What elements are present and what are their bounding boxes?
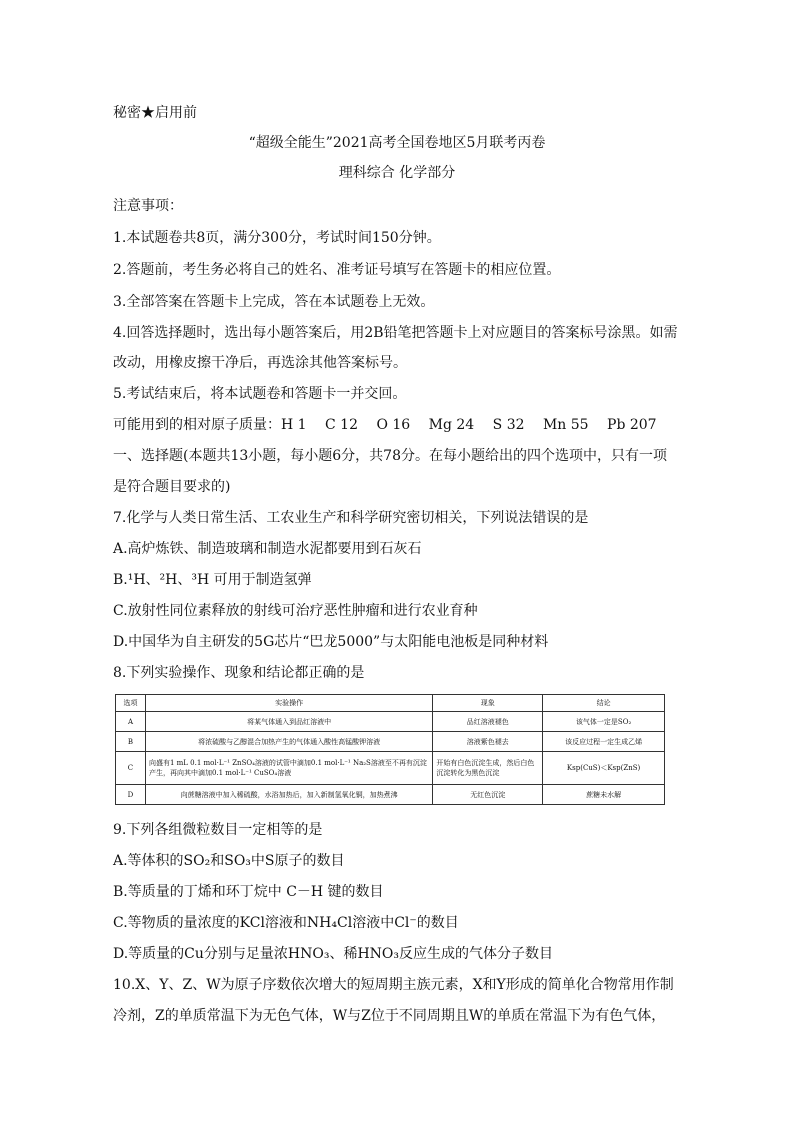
question-9-option-a: A.等体积的SO₂和SO₃中S原子的数目: [113, 853, 345, 869]
notice-item: 3.全部答案在答题卡上完成，答在本试题卷上无效。: [113, 294, 435, 310]
question-7-option-a: A.高炉炼铁、制造玻璃和制造水泥都要用到石灰石: [113, 541, 422, 557]
notice-item: 4.回答选择题时，选出每小题答案后，用2B铅笔把答题卡上对应题目的答案标号涂黑。如需: [113, 325, 678, 341]
question-9-stem: 9.下列各组微粒数目一定相等的是: [113, 822, 323, 838]
secret-label: 秘密★启用前: [113, 105, 197, 121]
notice-item: 改动，用橡皮擦干净后，再选涂其他答案标号。: [113, 355, 407, 371]
table-header: 选项: [116, 695, 146, 712]
table-cell: 向盛有1 mL 0.1 mol·L⁻¹ ZnSO₄溶液的试管中滴加0.1 mol·L⁻¹ Na₂S溶液至不再有沉淀产生，再向其中滴加0.1 mol·L⁻¹ CuSO₄溶液: [145, 752, 432, 785]
table-cell: Ksp(CuS)＜Ksp(ZnS): [543, 752, 665, 785]
experiment-table: [115, 694, 665, 805]
notice-item: 1.本试题卷共8页，满分300分，考试时间150分钟。: [113, 230, 441, 246]
table-cell: 将某气体通入到品红溶液中: [145, 712, 432, 732]
question-9-option-d: D.等质量的Cu分别与足量浓HNO₃、稀HNO₃反应生成的气体分子数目: [113, 946, 554, 962]
table-cell: 将浓硫酸与乙醇混合加热产生的气体通入酸性高锰酸钾溶液: [145, 732, 432, 752]
question-10-stem-cont: 冷剂，Z的单质常温下为无色气体，W与Z位于不同周期且W的单质在常温下为有色气体，: [113, 1008, 666, 1024]
table-cell: 溶液紫色褪去: [433, 732, 543, 752]
table-cell: 向蔗糖溶液中加入稀硫酸，水浴加热后，加入新制氢氧化铜，加热煮沸: [145, 785, 432, 805]
table-header: 现象: [433, 695, 543, 712]
notice-heading: 注意事项：: [113, 198, 183, 214]
table-row: [116, 732, 665, 752]
section-heading: 一、选择题(本题共13小题，每小题6分，共78分。在每小题给出的四个选项中，只有一项: [113, 448, 667, 464]
table-cell: 开始有白色沉淀生成，然后白色沉淀转化为黑色沉淀: [433, 752, 543, 785]
table-cell: B: [116, 732, 146, 752]
atomic-masses: 可能用到的相对原子质量：H 1 C 12 O 16 Mg 24 S 32 Mn 55 Pb 207: [113, 417, 657, 433]
table-cell: C: [116, 752, 146, 785]
question-7-option-c: C.放射性同位素释放的射线可治疗恶性肿瘤和进行农业育种: [113, 603, 478, 619]
table-header: 结论: [543, 695, 665, 712]
table-row: [116, 752, 665, 785]
exam-subtitle: 理科综合 化学部分: [338, 165, 456, 181]
notice-item: 5.考试结束后，将本试题卷和答题卡一并交回。: [113, 386, 407, 402]
table-row: [116, 785, 665, 805]
question-9-option-b: B.等质量的丁烯和环丁烷中 C－H 键的数目: [113, 884, 384, 900]
exam-title: “超级全能生”2021高考全国卷地区5月联考丙卷: [248, 135, 546, 151]
table-cell: 该气体一定是SO₂: [543, 712, 665, 732]
table-cell: D: [116, 785, 146, 805]
table-cell: 无红色沉淀: [433, 785, 543, 805]
question-7-stem: 7.化学与人类日常生活、工农业生产和科学研究密切相关，下列说法错误的是: [113, 510, 589, 526]
table-cell: 蔗糖未水解: [543, 785, 665, 805]
table-header-row: [116, 695, 665, 712]
question-7-option-b: B.¹H、²H、³H 可用于制造氢弹: [113, 572, 312, 588]
table-header: 实验操作: [145, 695, 432, 712]
table-cell: A: [116, 712, 146, 732]
table-cell: 该反应过程一定生成乙烯: [543, 732, 665, 752]
question-10-stem: 10.X、Y、Z、W为原子序数依次增大的短周期主族元素，X和Y形成的简单化合物常用作制: [113, 977, 674, 993]
table-row: [116, 712, 665, 732]
section-heading-cont: 是符合题目要求的): [113, 479, 231, 495]
question-7-option-d: D.中国华为自主研发的5G芯片“巴龙5000”与太阳能电池板是同种材料: [113, 634, 549, 650]
table-cell: 品红溶液褪色: [433, 712, 543, 732]
question-8-stem: 8.下列实验操作、现象和结论都正确的是: [113, 665, 365, 681]
question-9-option-c: C.等物质的量浓度的KCl溶液和NH₄Cl溶液中Cl⁻的数目: [113, 915, 459, 931]
notice-item: 2.答题前，考生务必将自己的姓名、准考证号填写在答题卡的相应位置。: [113, 262, 561, 278]
